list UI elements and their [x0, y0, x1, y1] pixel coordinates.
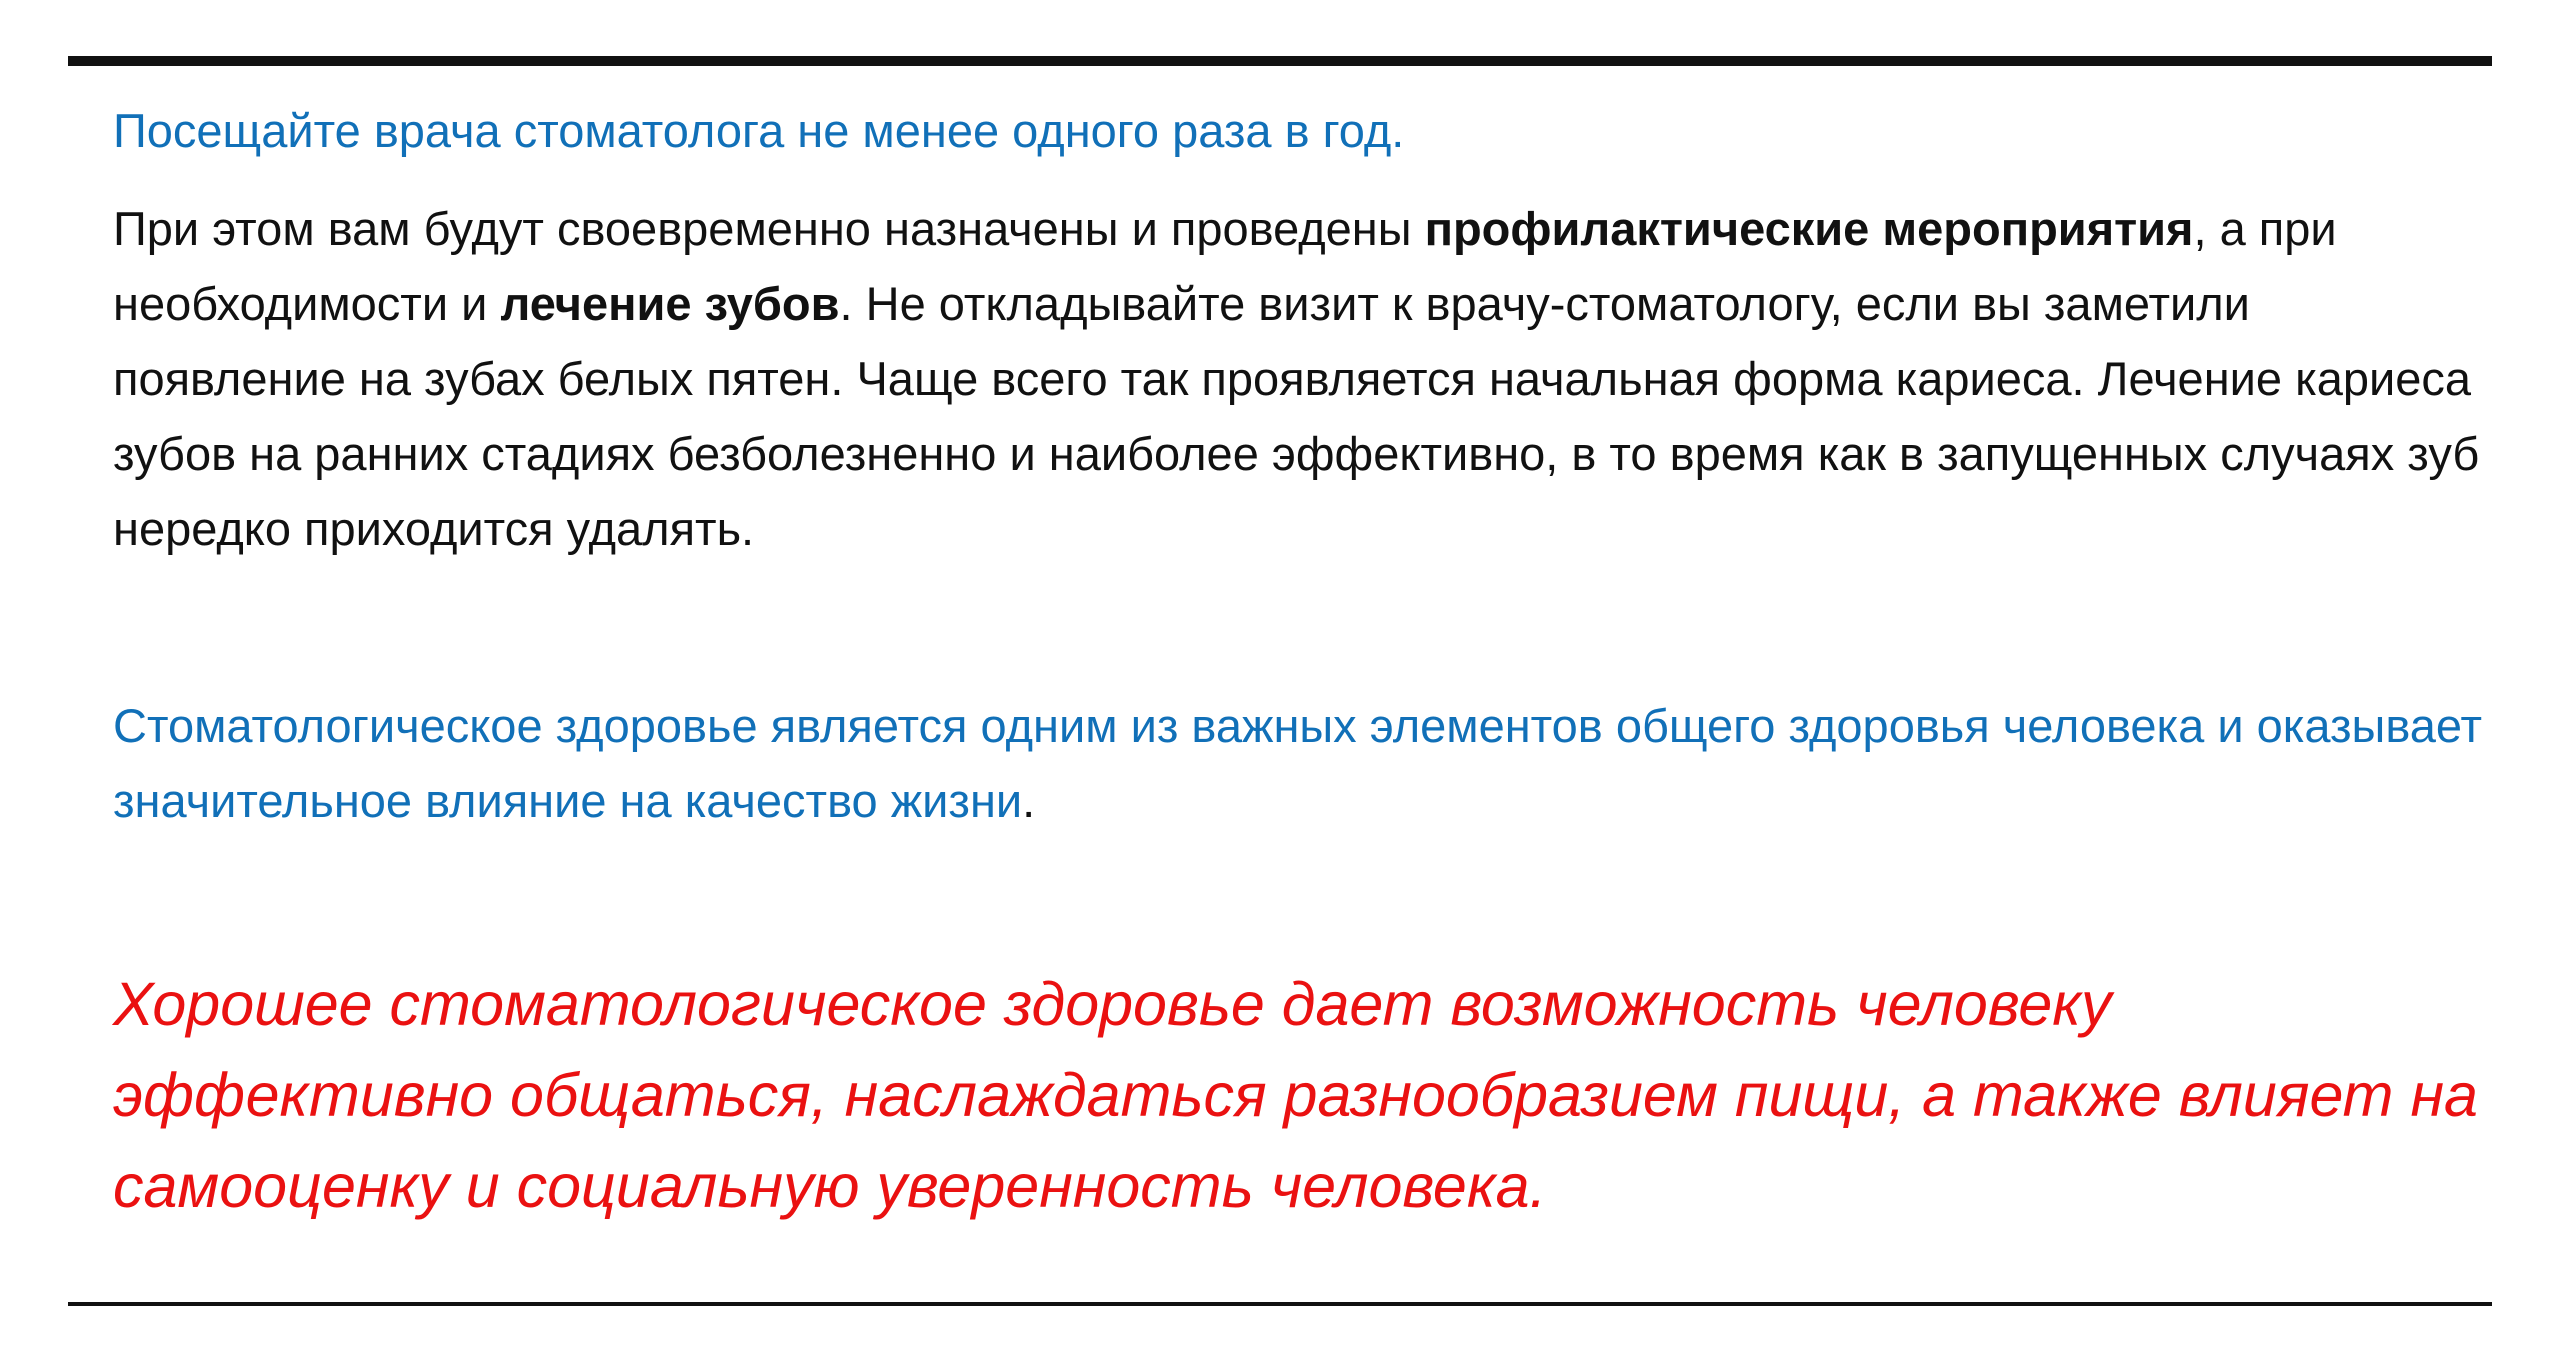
body-text-part-2: , а при необходимости и — [113, 202, 2337, 330]
health-statement — [113, 688, 2493, 838]
emphasis-quote: Хорошее стоматологическое здоровье дает возможность человеку эффективно общаться, наслаждаться разнообразием пищи, а также влияет на самооценку и социальную уверенность человека. — [113, 970, 2478, 1220]
bold-preventive-measures: профилактические мероприятия — [1424, 202, 2194, 255]
visit-recommendation: Посещайте врача стоматолога не менее одного раза в год. — [113, 104, 1405, 157]
body-paragraph — [113, 191, 2493, 566]
bold-dental-treatment: лечение зубов — [500, 277, 840, 330]
top-divider — [68, 56, 2492, 66]
body-text-part-1: При этом вам будут своевременно назначены и проведены — [113, 202, 1425, 255]
bottom-divider — [68, 1302, 2492, 1306]
health-statement-text: Стоматологическое здоровье является одним из важных элементов общего здоровья человека и оказывает значительное влияние на качество жизни — [113, 699, 2483, 827]
health-statement-period: . — [1022, 774, 1036, 827]
body-text-part-3: . Не откладывайте визит к врачу-стоматологу, если вы заметили появление на зубах белых пятен. Чаще всего так проявляется начальная форма кариеса. Лечение кариеса зубов на ранних стадиях безболезненно и наиболее эффективно, в то время как в запущенных случаях зуб нередко приходится удалять. — [113, 277, 2480, 555]
